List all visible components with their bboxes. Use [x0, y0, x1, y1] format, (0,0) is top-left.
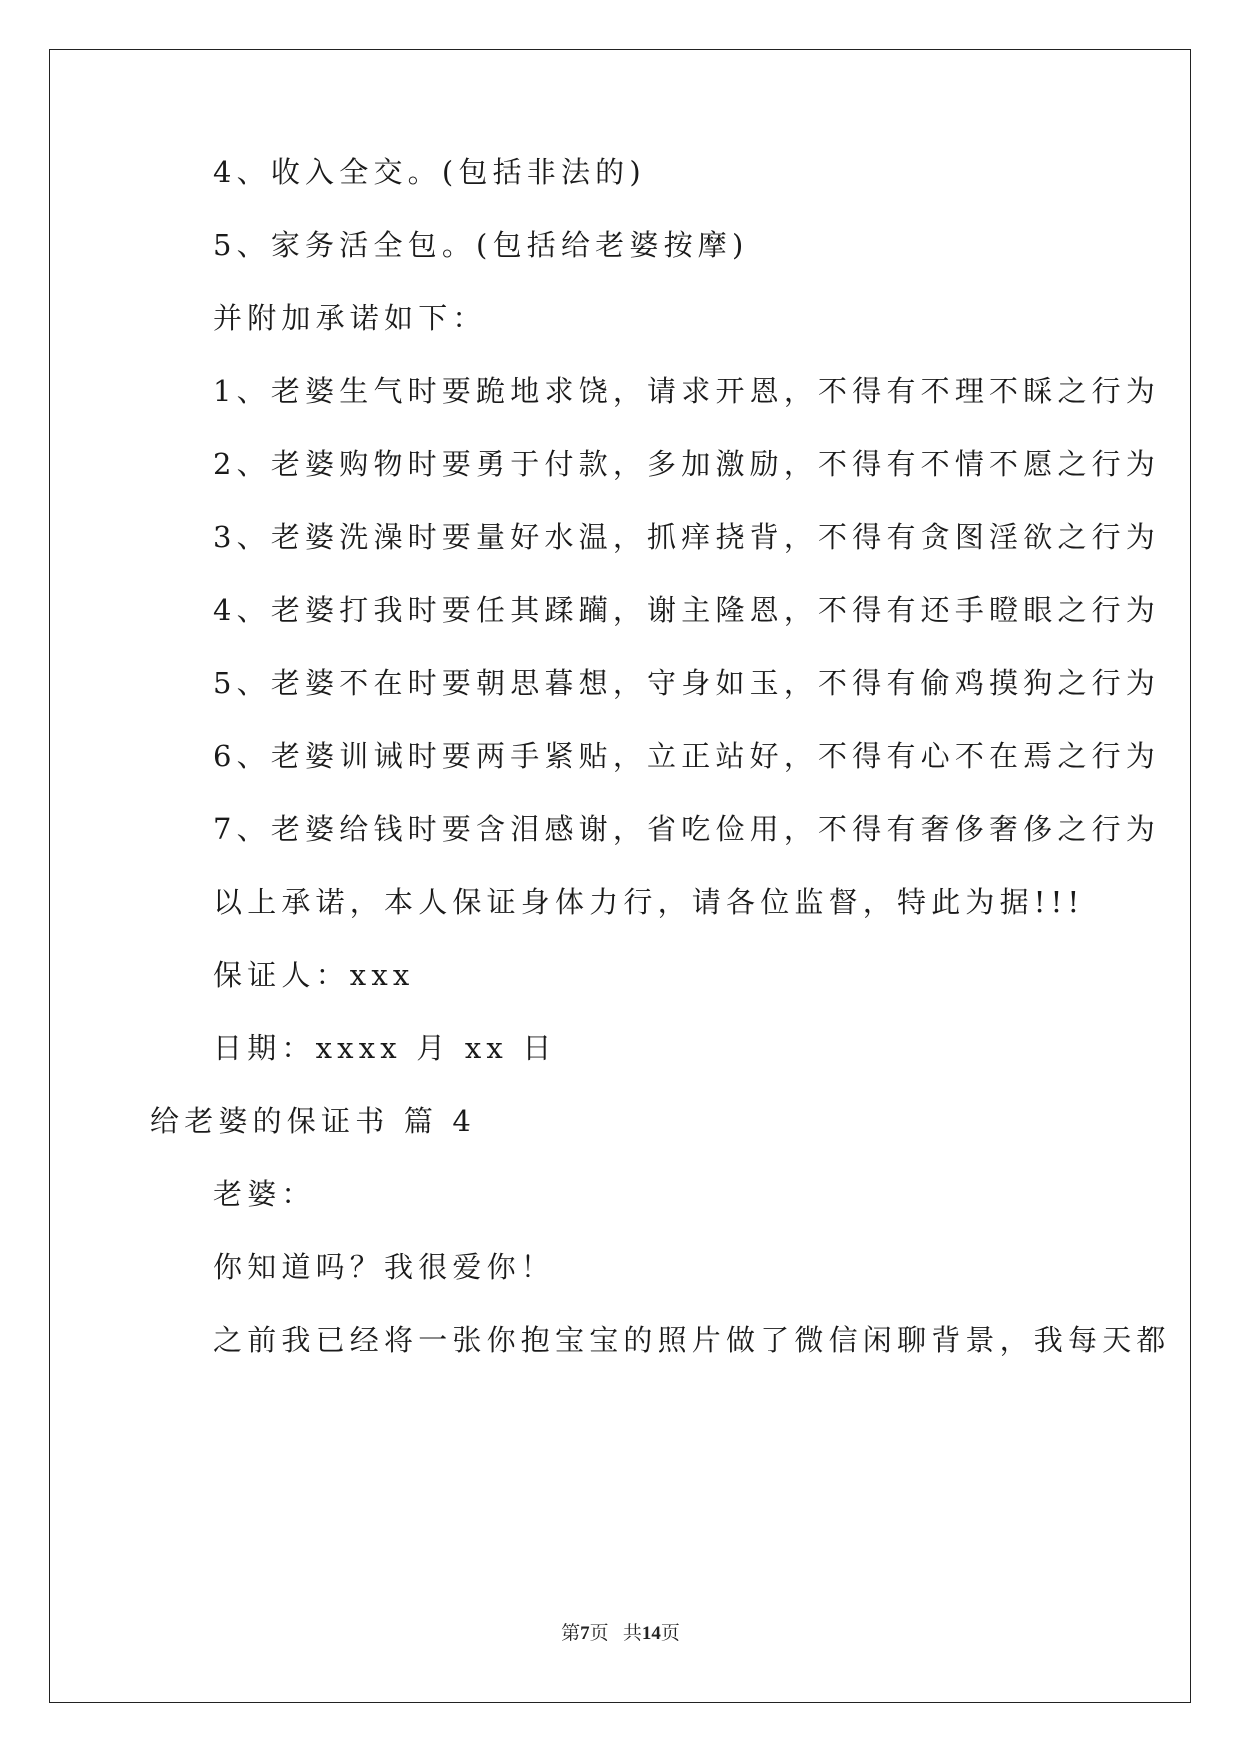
- total-pages: 14: [641, 1623, 661, 1644]
- page-label-prefix: 第: [561, 1623, 581, 1644]
- paragraph-line: 1、老婆生气时要跪地求饶，请求开恩，不得有不理不睬之行为: [213, 374, 1161, 408]
- paragraph-line: 6、老婆训诫时要两手紧贴，立正站好，不得有心不在焉之行为: [213, 739, 1161, 773]
- page-number: 7: [580, 1623, 590, 1644]
- paragraph-line: 之前我已经将一张你抱宝宝的照片做了微信闲聊背景，我每天都: [213, 1323, 1171, 1357]
- page-label-suffix: 页: [589, 1623, 609, 1644]
- section-heading: 给老婆的保证书 篇 4: [150, 1104, 477, 1138]
- paragraph-line: 4、收入全交。(包括非法的): [213, 155, 646, 189]
- paragraph-line: 你知道吗？我很爱你！: [213, 1250, 556, 1284]
- page-footer: [0, 1618, 1241, 1645]
- paragraph-line: 4、老婆打我时要任其蹂躏，谢主隆恩，不得有还手瞪眼之行为: [213, 593, 1161, 627]
- paragraph-line: 并附加承诺如下：: [213, 301, 487, 335]
- paragraph-line: 5、家务活全包。(包括给老婆按摩): [213, 228, 749, 262]
- total-label-suffix: 页: [660, 1623, 680, 1644]
- total-label-prefix: 共: [622, 1623, 642, 1644]
- paragraph-line: 以上承诺，本人保证身体力行，请各位监督，特此为据!!!: [213, 885, 1085, 919]
- signer-line: 保证人：xxx: [213, 958, 415, 992]
- salutation-line: 老婆：: [213, 1177, 316, 1211]
- paragraph-line: 7、老婆给钱时要含泪感谢，省吃俭用，不得有奢侈奢侈之行为: [213, 812, 1161, 846]
- paragraph-line: 2、老婆购物时要勇于付款，多加激励，不得有不情不愿之行为: [213, 447, 1161, 481]
- paragraph-line: 5、老婆不在时要朝思暮想，守身如玉，不得有偷鸡摸狗之行为: [213, 666, 1161, 700]
- paragraph-line: 3、老婆洗澡时要量好水温，抓痒挠背，不得有贪图淫欲之行为: [213, 520, 1161, 554]
- date-line: 日期：xxxx 月 xx 日: [213, 1031, 557, 1065]
